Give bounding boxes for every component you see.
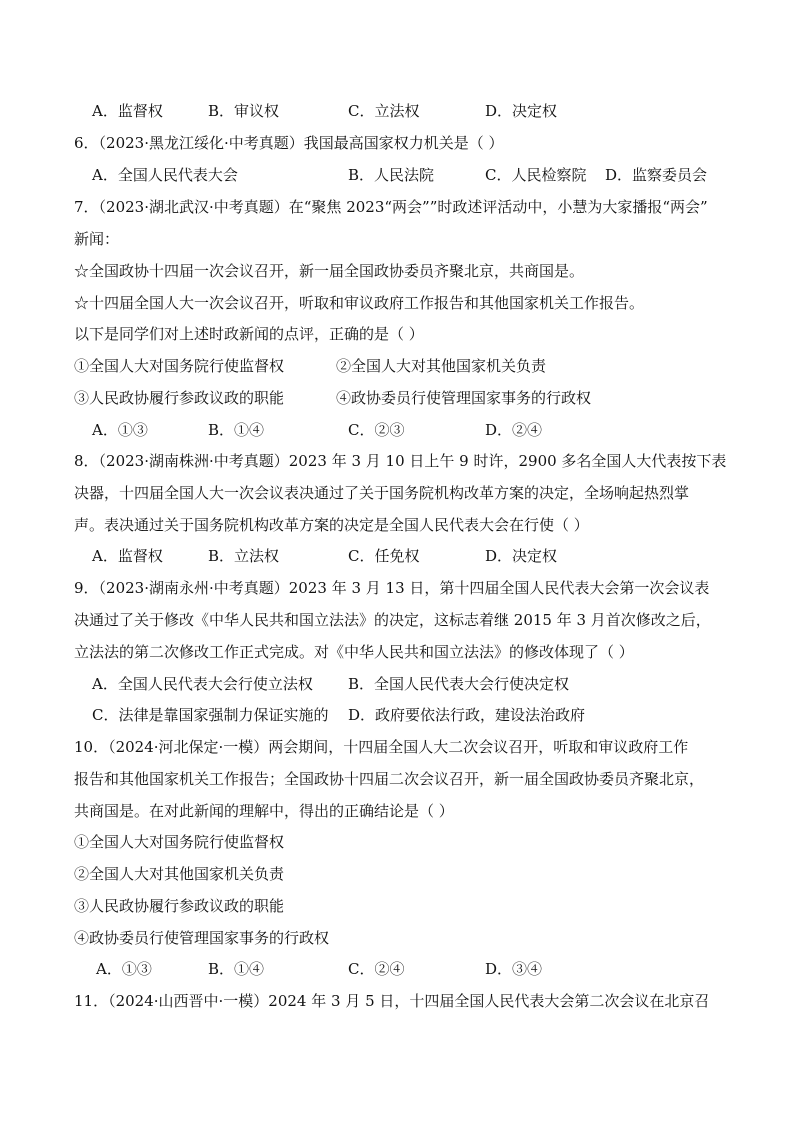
q10-stem-line: 10．（2024·河北保定·一模）两会期间，十四届全国人大二次会议召开，听取和审议政府工作 <box>74 738 689 756</box>
q10-statement-4: ④政协委员行使管理国家事务的行政权 <box>74 929 330 947</box>
q7-option-c[interactable]: C．②③ <box>348 421 405 439</box>
q9-stem-line: 立法法的第二次修改工作正式完成。对《中华人民共和国立法法》的修改体现了（ ） <box>74 643 634 661</box>
q6-option-b[interactable]: B．人民法院 <box>348 166 435 184</box>
q7-option-a[interactable]: A．①③ <box>92 421 148 439</box>
q7-news-item: ☆全国政协十四届一次会议召开，新一届全国政协委员齐聚北京，共商国是。 <box>74 262 585 280</box>
q8-option-b[interactable]: B．立法权 <box>208 547 280 565</box>
q9-stem-line: 9．（2023·湖南永州·中考真题）2023 年 3 月 13 日，第十四届全国人民代表大会第一次会议表 <box>74 579 710 597</box>
q5-option-c[interactable]: C．立法权 <box>348 102 420 120</box>
q10-stem-line: 报告和其他国家机关工作报告；全国政协十四届二次会议召开，新一届全国政协委员齐聚北京， <box>74 770 705 788</box>
q10-stem-line: 共商国是。在对此新闻的理解中，得出的正确结论是（ ） <box>74 802 454 820</box>
q9-option-a[interactable]: A．全国人民代表大会行使立法权 <box>92 675 313 693</box>
q8-stem-line: 声。表决通过关于国务院机构改革方案的决定是全国人民代表大会在行使（ ） <box>74 516 589 534</box>
q7-statement-3: ③人民政协履行参政议政的职能 <box>74 389 285 407</box>
q9-stem-line: 决通过了关于修改《中华人民共和国立法法》的决定，这标志着继 2015 年 3 月首次修改之后， <box>74 611 711 629</box>
q7-statement-1: ①全国人大对国务院行使监督权 <box>74 357 285 375</box>
q8-option-c[interactable]: C．任免权 <box>348 547 420 565</box>
q7-statement-4: ④政协委员行使管理国家事务的行政权 <box>336 389 592 407</box>
q8-stem-line: 决器，十四届全国人大一次会议表决通过了关于国务院机构改革方案的决定，全场响起热烈掌 <box>74 484 690 502</box>
q9-option-d[interactable]: D．政府要依法行政，建设法治政府 <box>348 706 586 724</box>
q7-option-b[interactable]: B．①④ <box>208 421 265 439</box>
q7-option-d[interactable]: D．②④ <box>485 421 543 439</box>
q6-stem: 6．（2023·黑龙江绥化·中考真题）我国最高国家权力机关是（ ） <box>74 134 504 152</box>
q10-option-a[interactable]: A．①③ <box>96 960 152 978</box>
q8-stem-line: 8．（2023·湖南株洲·中考真题）2023 年 3 月 10 日上午 9 时许，2900 多名全国人大代表按下表 <box>74 452 727 470</box>
q7-stem-line: 以下是同学们对上述时政新闻的点评，正确的是（ ） <box>74 325 424 343</box>
q10-option-b[interactable]: B．①④ <box>208 960 265 978</box>
q10-statement-1: ①全国人大对国务院行使监督权 <box>74 833 285 851</box>
q10-statement-2: ②全国人大对其他国家机关负责 <box>74 865 285 883</box>
q5-option-d[interactable]: D．决定权 <box>485 102 558 120</box>
q7-news-item: ☆十四届全国人大一次会议召开，听取和审议政府工作报告和其他国家机关工作报告。 <box>74 294 645 312</box>
q5-option-a[interactable]: A．监督权 <box>92 102 163 120</box>
q10-option-c[interactable]: C．②④ <box>348 960 405 978</box>
q7-statement-2: ②全国人大对其他国家机关负责 <box>336 357 547 375</box>
q6-option-c[interactable]: C．人民检察院 <box>485 166 587 184</box>
q7-stem-line: 新闻： <box>74 230 120 248</box>
q9-option-b[interactable]: B．全国人民代表大会行使决定权 <box>348 675 570 693</box>
q7-stem-line: 7．（2023·湖北武汉·中考真题）在“聚焦 2023“两会””时政述评活动中，小慧为大家播报“两会” <box>74 198 708 216</box>
q10-option-d[interactable]: D．③④ <box>485 960 543 978</box>
q11-stem-line: 11．（2024·山西晋中·一模）2024 年 3 月 5 日，十四届全国人民代表大会第二次会议在北京召 <box>74 992 710 1010</box>
q8-option-a[interactable]: A．监督权 <box>92 547 163 565</box>
q5-option-b[interactable]: B．审议权 <box>208 102 280 120</box>
q10-statement-3: ③人民政协履行参政议政的职能 <box>74 897 285 915</box>
q6-option-a[interactable]: A．全国人民代表大会 <box>92 166 238 184</box>
q6-option-d[interactable]: D．监察委员会 <box>605 166 708 184</box>
q8-option-d[interactable]: D．决定权 <box>485 547 558 565</box>
q9-option-c[interactable]: C．法律是靠国家强制力保证实施的 <box>92 706 329 724</box>
